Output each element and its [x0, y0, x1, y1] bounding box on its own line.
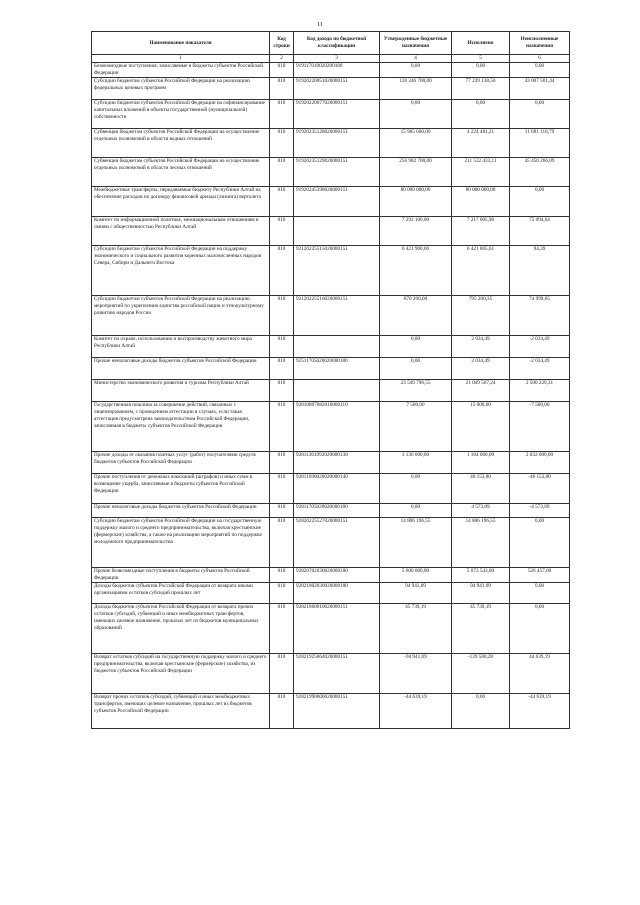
- cell-unexecuted: 0,00: [510, 100, 570, 129]
- cell-executed: 14 806 196,55: [452, 518, 510, 568]
- cell-income-code: 92821802030020000180: [294, 583, 380, 604]
- cell-executed: 15 000,00: [452, 402, 510, 452]
- header-unexecuted: Неисполненные назначения: [510, 32, 570, 55]
- cell-unexecuted: 0,00: [510, 187, 570, 217]
- cell-approved: 6 421 900,00: [380, 246, 452, 296]
- cell-indicator-name: Государственная пошлина за совершение действий, связанных с лицензированием, с проведением аттестации в случаях, если такая аттестация предусмотрена законодательством Российской Федерации, зачисляемая в бюджеты субъектов Российской Федерации: [92, 402, 270, 452]
- cell-executed: 6 421 805,61: [452, 246, 510, 296]
- cell-unexecuted: 75 094,04: [510, 217, 570, 246]
- cell-executed: 2 034,49: [452, 358, 510, 380]
- table-row: [92, 654, 570, 694]
- cell-income-code: 92821925064020000151: [294, 654, 380, 694]
- cell-income-code: 92821990000020000151: [294, 694, 380, 729]
- cell-approved: 0,00: [380, 63, 452, 78]
- cell-income-code: 92120225515020000151: [294, 246, 380, 296]
- cell-unexecuted: 2 500 229,31: [510, 380, 570, 402]
- cell-line-code: 010: [270, 474, 294, 504]
- cell-executed: 1 104 000,00: [452, 452, 510, 474]
- cell-income-code: 91920235129020000151: [294, 158, 380, 187]
- cell-executed: -139 580,28: [452, 654, 510, 694]
- cell-line-code: 010: [270, 158, 294, 187]
- cell-indicator-name: Субсидии бюджетам субъектов Российской Федерации на софинансирование капитальных вложений в объекты государственной (муниципальной) собственности: [92, 100, 270, 129]
- table-row: [92, 63, 570, 78]
- cell-unexecuted: 0,00: [510, 63, 570, 78]
- cell-indicator-name: Субсидии бюджетам субъектов Российской Федерации на реализацию мероприятий по укреплению единства российской нации и этнокультурному развитию народов России: [92, 296, 270, 336]
- cell-unexecuted: 45 450 266,89: [510, 158, 570, 187]
- cell-executed: 94 941,09: [452, 583, 510, 604]
- table-row: [92, 474, 570, 504]
- cell-income-code: 91920245398020000151: [294, 187, 380, 217]
- cell-line-code: 010: [270, 694, 294, 729]
- cell-executed: 80 000 000,00: [452, 187, 510, 217]
- column-number: 6: [510, 55, 570, 63]
- table-row: [92, 296, 570, 336]
- cell-unexecuted: -46 153,80: [510, 474, 570, 504]
- table-row: [92, 358, 570, 380]
- table-row: [92, 452, 570, 474]
- cell-executed: 4 224 481,21: [452, 129, 510, 158]
- table-row: [92, 336, 570, 358]
- table-row: [92, 129, 570, 158]
- table-row: [92, 78, 570, 100]
- cell-executed: 0,00: [452, 63, 510, 78]
- cell-executed: 7 217 005,96: [452, 217, 510, 246]
- cell-line-code: 010: [270, 518, 294, 568]
- column-number-row: [92, 55, 570, 63]
- cell-income-code: 92120225516020000151: [294, 296, 380, 336]
- cell-income-code: 91920235128020000151: [294, 129, 380, 158]
- cell-indicator-name: Министерство экономического развития и туризма Республики Алтай: [92, 380, 270, 402]
- cell-indicator-name: Доходы бюджетов субъектов Российской Федерации от возврата прочих остатков субсидий, субвенций и иных межбюджетных трансфертов, имеющих целевое назначение, прошлых лет из бюджетов муниципальных образований: [92, 604, 270, 654]
- cell-indicator-name: Комитет по охране, использованию и воспроизводству животного мира Республики Алтай: [92, 336, 270, 358]
- cell-approved: -94 941,09: [380, 654, 452, 694]
- cell-indicator-name: Субсидии бюджетам субъектов Российской Федерации на реализацию федеральных целевых программ: [92, 78, 270, 100]
- cell-unexecuted: 0,00: [510, 604, 570, 654]
- cell-line-code: 010: [270, 187, 294, 217]
- cell-approved: 94 941,09: [380, 583, 452, 604]
- table-header-row: [92, 32, 570, 55]
- cell-approved: 256 982 700,00: [380, 158, 452, 187]
- cell-approved: 23 549 796,55: [380, 380, 452, 402]
- cell-unexecuted: 2 032 000,00: [510, 452, 570, 474]
- cell-indicator-name: Субвенции бюджетам субъектов Российской Федерации на осуществление отдельных полномочий в области лесных отношений: [92, 158, 270, 187]
- cell-executed: 2 034,49: [452, 336, 510, 358]
- cell-income-code: 91920220077020000151: [294, 100, 380, 129]
- cell-indicator-name: Прочие неналоговые доходы бюджетов субъектов Российской Федерации: [92, 358, 270, 380]
- budget-execution-table: [91, 31, 570, 729]
- cell-unexecuted: -44 639,19: [510, 694, 570, 729]
- cell-unexecuted: 11 681 118,79: [510, 129, 570, 158]
- cell-indicator-name: Комитет по информационной политике, межнациональным отношениям и связям с общественностью Республики Алтай: [92, 217, 270, 246]
- cell-executed: 0,00: [452, 694, 510, 729]
- table-row: [92, 380, 570, 402]
- cell-line-code: 010: [270, 129, 294, 158]
- table-row: [92, 604, 570, 654]
- cell-line-code: 010: [270, 246, 294, 296]
- cell-approved: 0,00: [380, 504, 452, 518]
- cell-approved: 14 806 196,55: [380, 518, 452, 568]
- header-approved: Утвержденные бюджетные назначения: [380, 32, 452, 55]
- cell-line-code: 010: [270, 654, 294, 694]
- table-row: [92, 100, 570, 129]
- cell-income-code: 92820702030020000180: [294, 568, 380, 583]
- cell-line-code: 010: [270, 217, 294, 246]
- cell-unexecuted: -2 034,49: [510, 358, 570, 380]
- cell-income-code: 91920220051020000151: [294, 78, 380, 100]
- cell-approved: 0,00: [380, 358, 452, 380]
- cell-income-code: 92820225527020000151: [294, 518, 380, 568]
- cell-income-code: 92811690020020000140: [294, 474, 380, 504]
- cell-executed: 77 239 138,56: [452, 78, 510, 100]
- cell-indicator-name: Субвенции бюджетам субъектов Российской Федерации на осуществление отдельных полномочий в области водных отношений: [92, 129, 270, 158]
- cell-approved: 0,00: [380, 474, 452, 504]
- cell-unexecuted: -4 573,89: [510, 504, 570, 518]
- cell-approved: 7 292 100,00: [380, 217, 452, 246]
- cell-line-code: 010: [270, 604, 294, 654]
- column-number: 4: [380, 55, 452, 63]
- cell-line-code: 010: [270, 358, 294, 380]
- header-line-code: Код строки: [270, 32, 294, 55]
- cell-unexecuted: -2 034,49: [510, 336, 570, 358]
- cell-unexecuted: -7 500,00: [510, 402, 570, 452]
- cell-line-code: 010: [270, 504, 294, 518]
- table-row: [92, 246, 570, 296]
- cell-indicator-name: Субсидии бюджетам субъектов Российской Федерации на государственную поддержку малого и среднего предпринимательства, включая крестьянские (фермерские) хозяйства, а также на реализацию мероприятий по поддержке молодежного предпринимательства: [92, 518, 270, 568]
- cell-approved: -44 639,19: [380, 694, 452, 729]
- cell-executed: 21 049 567,24: [452, 380, 510, 402]
- page-number: 11: [317, 22, 323, 28]
- cell-approved: 5 600 000,00: [380, 568, 452, 583]
- cell-income-code: [294, 217, 380, 246]
- cell-approved: 0,00: [380, 100, 452, 129]
- cell-indicator-name: Прочие неналоговые доходы бюджетов субъектов Российской Федерации: [92, 504, 270, 518]
- cell-approved: 870 200,00: [380, 296, 452, 336]
- cell-indicator-name: Прочие безвозмездные поступления в бюджеты субъектов Российской Федерации: [92, 568, 270, 583]
- table-row: [92, 504, 570, 518]
- cell-income-code: 92821860010020000151: [294, 604, 380, 654]
- header-indicator-name: Наименование показателя: [92, 32, 270, 55]
- cell-line-code: 010: [270, 100, 294, 129]
- cell-approved: 15 905 600,00: [380, 129, 452, 158]
- cell-indicator-name: Безвозмездные поступления, зачисляемые в бюджеты субъектов Российской Федерации: [92, 63, 270, 78]
- cell-line-code: 010: [270, 402, 294, 452]
- cell-income-code: 919117010020200180: [294, 63, 380, 78]
- column-number: 2: [270, 55, 294, 63]
- cell-unexecuted: 44 639,19: [510, 654, 570, 694]
- cell-indicator-name: Прочие поступления от денежных взысканий (штрафов) и иных сумм в возмещение ущерба, зачисляемые в бюджеты субъектов Российской Федерации: [92, 474, 270, 504]
- cell-income-code: [294, 380, 380, 402]
- cell-income-code: 92810807082010000110: [294, 402, 380, 452]
- cell-executed: 211 532 433,11: [452, 158, 510, 187]
- cell-unexecuted: 526 457,00: [510, 568, 570, 583]
- cell-approved: 80 000 000,00: [380, 187, 452, 217]
- cell-line-code: 010: [270, 336, 294, 358]
- cell-approved: 3 136 000,00: [380, 452, 452, 474]
- cell-line-code: 010: [270, 63, 294, 78]
- cell-approved: 45 739,19: [380, 604, 452, 654]
- table-row: [92, 158, 570, 187]
- cell-income-code: 92511705020020000180: [294, 358, 380, 380]
- cell-indicator-name: Возврат прочих остатков субсидий, субвенций и иных межбюджетных трансфертов, имеющих целевое назначение, прошлых лет из бюджетов субъектов Российской Федерации: [92, 694, 270, 729]
- cell-unexecuted: 43 007 561,44: [510, 78, 570, 100]
- cell-line-code: 010: [270, 568, 294, 583]
- table-row: [92, 583, 570, 604]
- cell-line-code: 010: [270, 78, 294, 100]
- table-row: [92, 402, 570, 452]
- cell-indicator-name: Межбюджетные трансферты, передаваемые бюджету Республики Алтай на обеспечение расходов по договору финансовой аренды (лизинга) вертолета: [92, 187, 270, 217]
- cell-executed: 46 153,80: [452, 474, 510, 504]
- cell-indicator-name: Доходы бюджетов субъектов Российской Федерации от возврата иными организациями остатков субсидий прошлых лет: [92, 583, 270, 604]
- cell-income-code: 92811301992020000130: [294, 452, 380, 474]
- column-number: 5: [452, 55, 510, 63]
- cell-approved: 7 500,00: [380, 402, 452, 452]
- header-executed: Исполнено: [452, 32, 510, 55]
- cell-executed: 45 739,19: [452, 604, 510, 654]
- cell-line-code: 010: [270, 452, 294, 474]
- table-row: [92, 217, 570, 246]
- cell-executed: 5 073 543,00: [452, 568, 510, 583]
- table-row: [92, 568, 570, 583]
- cell-unexecuted: 0,00: [510, 518, 570, 568]
- header-income-code: Код дохода по бюджетной классификации: [294, 32, 380, 55]
- cell-indicator-name: Прочие доходы от оказания платных услуг (работ) получателями средств бюджетов субъектов Российской Федерации: [92, 452, 270, 474]
- cell-executed: 4 573,89: [452, 504, 510, 518]
- table-row: [92, 694, 570, 729]
- table-row: [92, 187, 570, 217]
- cell-indicator-name: Субсидии бюджетам субъектов Российской Федерации на поддержку экономического и социального развития коренных малочисленных народов Севера, Сибири и Дальнего Востока: [92, 246, 270, 296]
- cell-line-code: 010: [270, 583, 294, 604]
- cell-approved: 0,00: [380, 336, 452, 358]
- cell-indicator-name: Возврат остатков субсидий на государственную поддержку малого и среднего предпринимательства, включая крестьянские (фермерские) хозяйства, из бюджетов субъектов Российской Федерации: [92, 654, 270, 694]
- cell-income-code: 92811705020020000180: [294, 504, 380, 518]
- column-number: 3: [294, 55, 380, 63]
- table-row: [92, 518, 570, 568]
- cell-unexecuted: 74 999,65: [510, 296, 570, 336]
- cell-approved: 120 246 700,00: [380, 78, 452, 100]
- cell-executed: 0,00: [452, 100, 510, 129]
- cell-executed: 795 200,35: [452, 296, 510, 336]
- cell-unexecuted: 94,39: [510, 246, 570, 296]
- cell-line-code: 010: [270, 380, 294, 402]
- cell-unexecuted: 0,00: [510, 583, 570, 604]
- cell-line-code: 010: [270, 296, 294, 336]
- cell-income-code: [294, 336, 380, 358]
- column-number: 1: [92, 55, 270, 63]
